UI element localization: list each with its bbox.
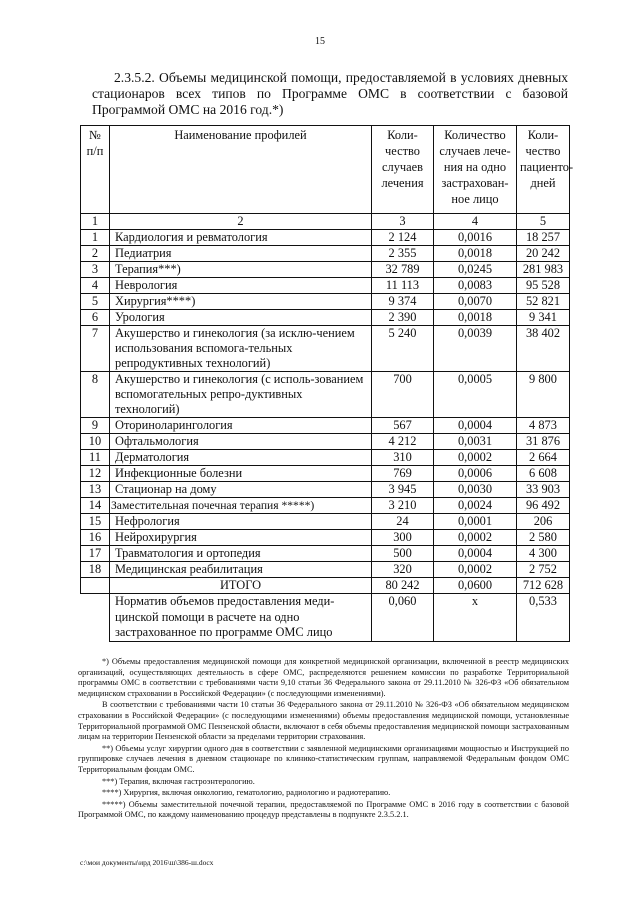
patient-days-value: 31 876 [517,434,570,450]
table-row [81,530,570,546]
column-number: 2 [110,214,372,230]
patient-days-value: 2 752 [517,562,570,578]
cases-value: 3 945 [372,482,434,498]
patient-days-value: 2 580 [517,530,570,546]
norm-empty-cell [81,594,110,642]
row-number: 3 [81,262,110,278]
cases-value: 2 390 [372,310,434,326]
per-person-value: 0,0018 [434,246,517,262]
patient-days-value: 52 821 [517,294,570,310]
footnote: В соответствии с требованиями части 10 статьи 36 Федерального закона от 29.11.2010 № 326-ФЗ «Об обязательном медицинском страховании в Российской Федерации» (с последующими изменениями) объемы предоставления медицинской помощи, установленные Территориальной программой ОМС Пензенской области, включают в себя объемы предоставления медицинской помощи застрахованным лицам на территории Пензенской области за пределами территории страхования. [78,700,569,742]
per-person-value: 0,0030 [434,482,517,498]
column-number: 4 [434,214,517,230]
total-row [81,578,570,594]
profile-name: Урология [110,310,372,326]
norm-row [81,594,570,642]
column-number: 1 [81,214,110,230]
per-person-value: 0,0005 [434,372,517,418]
table-row [81,418,570,434]
profile-name: Оториноларингология [110,418,372,434]
norm-patient-days: 0,533 [517,594,570,642]
patient-days-value: 18 257 [517,230,570,246]
row-number: 12 [81,466,110,482]
patient-days-value: 206 [517,514,570,530]
column-numbers-row [81,214,570,230]
per-person-value: 0,0016 [434,230,517,246]
norm-label: Норматив объемов предоставления меди-цинской помощи в расчете на одно застрахованное по программе ОМС лицо [110,594,372,642]
header-number: № п/п [81,126,110,214]
volumes-table [80,125,574,642]
footnote: **) Объемы услуг хирургии одного дня в соответствии с заявленной медицинскими организациями мощностью и Инструкцией по группировке случаев лечения в дневном стационаре по клинико-статистическим группам, направляемой Федеральным фондом ОМС Территориальным фондам ОМС. [78,743,569,774]
profile-name: Акушерство и гинекология (с исполь-зованием вспомогательных репро-дуктивных технологий) [110,372,372,418]
cases-value: 2 124 [372,230,434,246]
patient-days-value: 281 983 [517,262,570,278]
patient-days-value: 95 528 [517,278,570,294]
profile-name: Кардиология и ревматология [110,230,372,246]
per-person-value: 0,0245 [434,262,517,278]
table-row [81,262,570,278]
table-row [81,498,570,514]
cases-value: 9 374 [372,294,434,310]
cases-value: 2 355 [372,246,434,262]
footnote: ***) Терапия, включая гастроэнтерологию. [102,776,255,786]
patient-days-value: 9 800 [517,372,570,418]
row-number: 1 [81,230,110,246]
section-number: 2.3.5.2. [114,70,155,85]
per-person-value: 0,0024 [434,498,517,514]
per-person-value: 0,0031 [434,434,517,450]
table-row [81,450,570,466]
row-number: 16 [81,530,110,546]
cases-value: 567 [372,418,434,434]
profile-name: Нефрология [110,514,372,530]
section-title: Объемы медицинской помощи, предоставляемой в условиях дневных стационаров всех типов по Программе ОМС в соответствии с базовой Программой ОМС на 2016 год.*) [92,70,568,117]
row-number: 17 [81,546,110,562]
per-person-value: 0,0006 [434,466,517,482]
row-number: 9 [81,418,110,434]
per-person-value: 0,0001 [434,514,517,530]
patient-days-value: 20 242 [517,246,570,262]
table-row [81,230,570,246]
per-person-value: 0,0002 [434,450,517,466]
profile-name: Медицинская реабилитация [110,562,372,578]
patient-days-value: 2 664 [517,450,570,466]
profile-name: Терапия***) [110,262,372,278]
table-row [81,310,570,326]
profile-name: Дерматология [110,450,372,466]
section-heading [92,70,568,118]
file-path: c:\мои документы\ирд 2016\ш\386-ш.docx [80,858,214,867]
row-number: 18 [81,562,110,578]
patient-days-value: 33 903 [517,482,570,498]
patient-days-value: 9 341 [517,310,570,326]
profile-name: Офтальмология [110,434,372,450]
total-patient-days: 712 628 [517,578,570,594]
cases-value: 24 [372,514,434,530]
cases-value: 320 [372,562,434,578]
row-number: 4 [81,278,110,294]
cases-value: 32 789 [372,262,434,278]
cases-value: 310 [372,450,434,466]
cases-value: 4 212 [372,434,434,450]
patient-days-value: 4 873 [517,418,570,434]
total-cases: 80 242 [372,578,434,594]
header-cases-per-person: Количество случаев лече-ния на одно застрахован-ное лицо [434,126,517,214]
per-person-value: 0,0039 [434,326,517,372]
table-row [81,278,570,294]
norm-per-person: х [434,594,517,642]
row-number: 8 [81,372,110,418]
row-number: 2 [81,246,110,262]
table-row [81,434,570,450]
table-row [81,482,570,498]
per-person-value: 0,0070 [434,294,517,310]
column-number: 5 [517,214,570,230]
profile-name: Стационар на дому [110,482,372,498]
row-number: 7 [81,326,110,372]
table-row [81,514,570,530]
profile-name: Неврология [110,278,372,294]
per-person-value: 0,0004 [434,546,517,562]
per-person-value: 0,0002 [434,530,517,546]
table-row [81,246,570,262]
cases-value: 300 [372,530,434,546]
profile-name: Хирургия****) [110,294,372,310]
patient-days-value: 4 300 [517,546,570,562]
table-header-row [81,126,570,214]
total-per-person: 0,0600 [434,578,517,594]
table-row [81,546,570,562]
header-profile: Наименование профилей [110,126,372,214]
patient-days-value: 96 492 [517,498,570,514]
per-person-value: 0,0018 [434,310,517,326]
row-number: 15 [81,514,110,530]
cases-value: 769 [372,466,434,482]
per-person-value: 0,0002 [434,562,517,578]
cases-value: 700 [372,372,434,418]
patient-days-value: 6 608 [517,466,570,482]
footnotes [78,657,569,822]
footnote: *****) Объемы заместительной почечной терапии, предоставляемой по Программе ОМС в 2016 году в соответствии с базовой Программой ОМС, по каждому наименованию процедур представлены в подпункте 2.3.5.2.1. [78,799,569,820]
cases-value: 5 240 [372,326,434,372]
header-patient-days: Коли-чество пациенто-дней [517,126,570,214]
total-label: ИТОГО [110,578,372,594]
row-number: 10 [81,434,110,450]
header-cases: Коли-чество случаев лечения [372,126,434,214]
page-number: 15 [315,36,325,47]
profile-name: Заместительная почечная терапия *****) [110,498,372,514]
profile-name: Педиатрия [110,246,372,262]
table-row [81,372,570,418]
column-number: 3 [372,214,434,230]
per-person-value: 0,0004 [434,418,517,434]
row-number: 13 [81,482,110,498]
profile-name: Травматология и ортопедия [110,546,372,562]
table-row [81,326,570,372]
profile-name: Акушерство и гинекология (за исклю-чением использования вспомога-тельных репродуктивных технологий) [110,326,372,372]
norm-cases: 0,060 [372,594,434,642]
table-row [81,466,570,482]
table-row [81,294,570,310]
profile-name: Нейрохирургия [110,530,372,546]
footnote: ****) Хирургия, включая онкологию, гематологию, радиологию и радиотерапию. [102,788,391,798]
per-person-value: 0,0083 [434,278,517,294]
patient-days-value: 38 402 [517,326,570,372]
cases-value: 500 [372,546,434,562]
row-number: 6 [81,310,110,326]
row-number: 11 [81,450,110,466]
cases-value: 3 210 [372,498,434,514]
cases-value: 11 113 [372,278,434,294]
profile-name: Инфекционные болезни [110,466,372,482]
footnote: *) Объемы предоставления медицинской помощи для конкретной медицинской организации, включенной в реестр медицинских организаций, осуществляющих деятельность в сфере ОМС, распределяются решением комиссии по разработке Территориальной программы ОМС в соответствии с требованиями части 9,10 статьи 36 Федерального закона от 29.11.2010 № 326-ФЗ «Об обязательном медицинском страховании в Российской Федерации» (с последующими изменениями). [78,657,569,698]
row-number: 14 [81,498,110,514]
row-number: 5 [81,294,110,310]
table-row [81,562,570,578]
total-empty-cell [81,578,110,594]
